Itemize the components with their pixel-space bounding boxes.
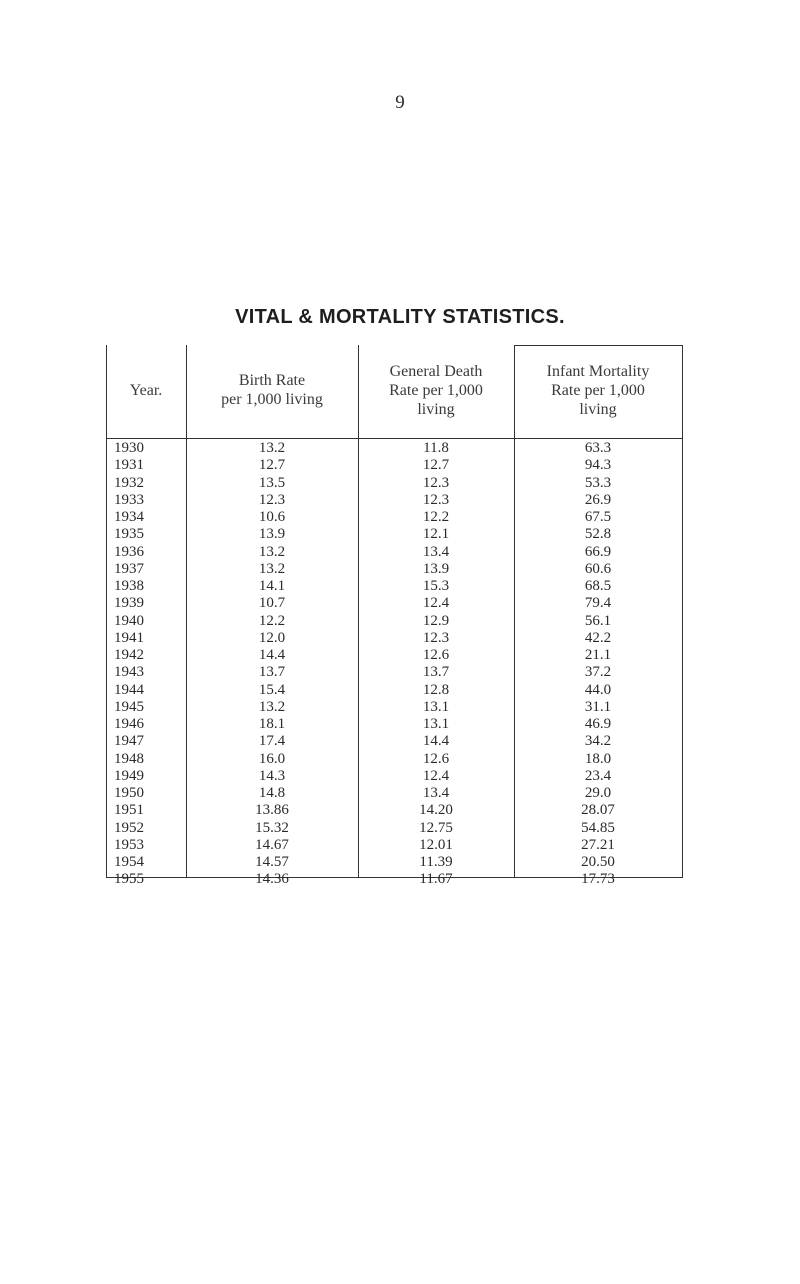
year-cell: 1947 [114,733,144,750]
birth-rate-cell: 10.6 [258,509,286,525]
infant-mortality-cell: 79.4 [584,595,612,612]
infant-mortality-cell: 67.5 [584,509,612,525]
death-rate-cell: 11.8 [423,440,449,456]
infant-mortality-cell: 34.2 [584,733,612,750]
year-cell: 1930 [114,440,144,456]
infant-mortality-cell: 42.2 [584,629,612,646]
birth-rate-cell: 12.2 [258,612,286,629]
header-year-line: Year. [129,381,163,399]
birth-rate-cell: 13.7 [258,664,286,681]
death-rate-cell: 13.9 [422,560,450,577]
birth-rate-cell: 12.7 [258,457,286,474]
year-cell: 1935 [114,526,144,543]
infant-mortality-cell: 21.1 [584,647,612,663]
infant-mortality-cell: 53.3 [584,474,612,491]
year-cell: 1937 [114,560,144,577]
header-year [106,345,186,435]
death-rate-cell: 14.4 [422,733,450,750]
birth-rate-cell: 13.5 [258,474,286,491]
table-row [106,475,682,492]
header-death-line-2: Rate per 1,000 [389,381,483,399]
birth-rate-cell: 14.67 [255,836,289,853]
infant-mortality-cell: 63.3 [584,440,612,456]
year-cell: 1948 [114,750,144,767]
birth-rate-cell: 13.2 [258,698,286,715]
header-birth-line-2: per 1,000 living [221,391,323,408]
birth-rate-cell: 15.32 [255,819,289,836]
death-rate-cell: 14.20 [419,802,453,819]
table-row [106,837,682,854]
infant-mortality-cell: 68.5 [584,578,612,594]
year-cell: 1949 [114,767,144,784]
birth-rate-cell: 14.1 [258,578,286,594]
table-row [106,820,682,837]
death-rate-cell: 13.7 [422,664,450,681]
table-row [106,578,682,595]
death-rate-cell: 12.3 [422,474,450,491]
infant-mortality-cell: 56.1 [584,612,612,629]
header-death-line-3: living [417,400,455,418]
birth-rate-cell: 15.4 [258,681,286,698]
year-cell: 1938 [114,578,144,594]
death-rate-cell: 13.1 [422,698,450,715]
birth-rate-cell: 13.2 [258,440,286,456]
death-rate-cell: 12.7 [422,457,450,474]
birth-rate-cell: 13.2 [258,560,286,577]
birth-rate-cell: 14.8 [258,785,286,801]
year-cell: 1933 [114,491,144,508]
statistics-table [106,345,682,888]
header-birth-rate [186,345,358,435]
header-infant-mortality [514,345,682,435]
birth-rate-cell: 14.57 [255,854,289,870]
year-cell: 1932 [114,474,144,491]
birth-rate-cell: 13.2 [258,543,286,560]
infant-mortality-cell: 26.9 [584,491,612,508]
birth-rate-cell: 14.36 [255,871,289,888]
infant-mortality-cell: 44.0 [584,681,612,698]
page-number: 9 [395,92,405,113]
infant-mortality-cell: 23.4 [584,767,612,784]
death-rate-cell: 12.6 [422,647,450,663]
death-rate-cell: 13.4 [422,543,450,560]
year-cell: 1939 [114,595,144,612]
year-cell: 1942 [114,647,144,663]
table-row [106,664,682,681]
table-body [106,440,682,889]
infant-mortality-cell: 94.3 [584,457,612,474]
year-cell: 1952 [114,819,144,836]
table-row [106,613,682,630]
infant-mortality-cell: 29.0 [584,785,612,801]
death-rate-cell: 12.8 [422,681,450,698]
year-cell: 1945 [114,698,144,715]
page-title: VITAL & MORTALITY STATISTICS. [235,306,565,328]
table-row [106,630,682,647]
infant-mortality-cell: 27.21 [581,836,615,853]
header-death-rate [358,345,514,435]
table-row [106,595,682,612]
infant-mortality-cell: 66.9 [584,543,612,560]
table-row [106,457,682,474]
header-birth-line-1: Birth Rate [238,372,306,389]
header-infant-line-3: living [579,400,617,418]
table-row [106,802,682,819]
birth-rate-cell: 10.7 [258,595,286,612]
death-rate-cell: 12.3 [422,629,450,646]
table-row [106,544,682,561]
birth-rate-cell: 13.9 [258,526,286,543]
death-rate-cell: 12.1 [422,526,450,543]
year-cell: 1934 [114,509,144,525]
header-bottom-rule [106,438,682,439]
death-rate-cell: 12.3 [422,491,450,508]
table-row [106,699,682,716]
year-cell: 1943 [114,664,144,681]
death-rate-cell: 12.4 [422,595,450,612]
year-cell: 1950 [114,785,144,801]
infant-mortality-cell: 60.6 [584,560,612,577]
death-rate-cell: 12.2 [422,509,450,525]
infant-mortality-cell: 20.50 [581,854,615,870]
year-cell: 1940 [114,612,144,629]
table-row [106,647,682,664]
table-row [106,526,682,543]
table-row [106,751,682,768]
birth-rate-cell: 12.3 [258,491,286,508]
year-cell: 1944 [114,681,144,698]
table-row [106,871,682,888]
table-row [106,492,682,509]
header-infant-line-2: Rate per 1,000 [551,381,645,399]
infant-mortality-cell: 18.0 [584,750,612,767]
table-row [106,785,682,802]
year-cell: 1953 [114,836,144,853]
birth-rate-cell: 14.3 [258,767,286,784]
year-cell: 1955 [114,871,144,888]
birth-rate-cell: 16.0 [258,750,286,767]
year-cell: 1954 [114,854,144,870]
birth-rate-cell: 13.86 [255,802,289,819]
birth-rate-cell: 18.1 [258,716,286,732]
death-rate-cell: 12.6 [422,750,450,767]
death-rate-cell: 12.9 [422,612,450,629]
infant-mortality-cell: 52.8 [584,526,612,543]
year-cell: 1936 [114,543,144,560]
death-rate-cell: 12.01 [419,836,453,853]
infant-mortality-cell: 54.85 [581,819,615,836]
death-rate-cell: 15.3 [422,578,450,594]
table-row [106,716,682,733]
birth-rate-cell: 17.4 [258,733,286,750]
birth-rate-cell: 14.4 [258,647,286,663]
death-rate-cell: 11.39 [419,854,453,870]
infant-mortality-cell: 31.1 [584,698,612,715]
birth-rate-cell: 12.0 [258,629,286,646]
right-rule [682,345,683,878]
table-row [106,440,682,457]
infant-mortality-cell: 46.9 [584,716,612,732]
year-cell: 1951 [114,802,144,819]
header-infant-line-1: Infant Mortality [546,362,650,380]
infant-mortality-cell: 28.07 [581,802,615,819]
infant-mortality-cell: 17.73 [581,871,615,888]
death-rate-cell: 13.4 [422,785,450,801]
table-row [106,509,682,526]
header-death-line-1: General Death [389,362,483,380]
death-rate-cell: 12.75 [419,819,453,836]
year-cell: 1931 [114,457,144,474]
table-row [106,768,682,785]
year-cell: 1941 [114,629,144,646]
death-rate-cell: 13.1 [422,716,450,732]
table-row [106,854,682,871]
infant-mortality-cell: 37.2 [584,664,612,681]
table-row [106,733,682,750]
death-rate-cell: 12.4 [422,767,450,784]
table-row [106,682,682,699]
death-rate-cell: 11.67 [419,871,453,888]
year-cell: 1946 [114,716,144,732]
table-row [106,561,682,578]
